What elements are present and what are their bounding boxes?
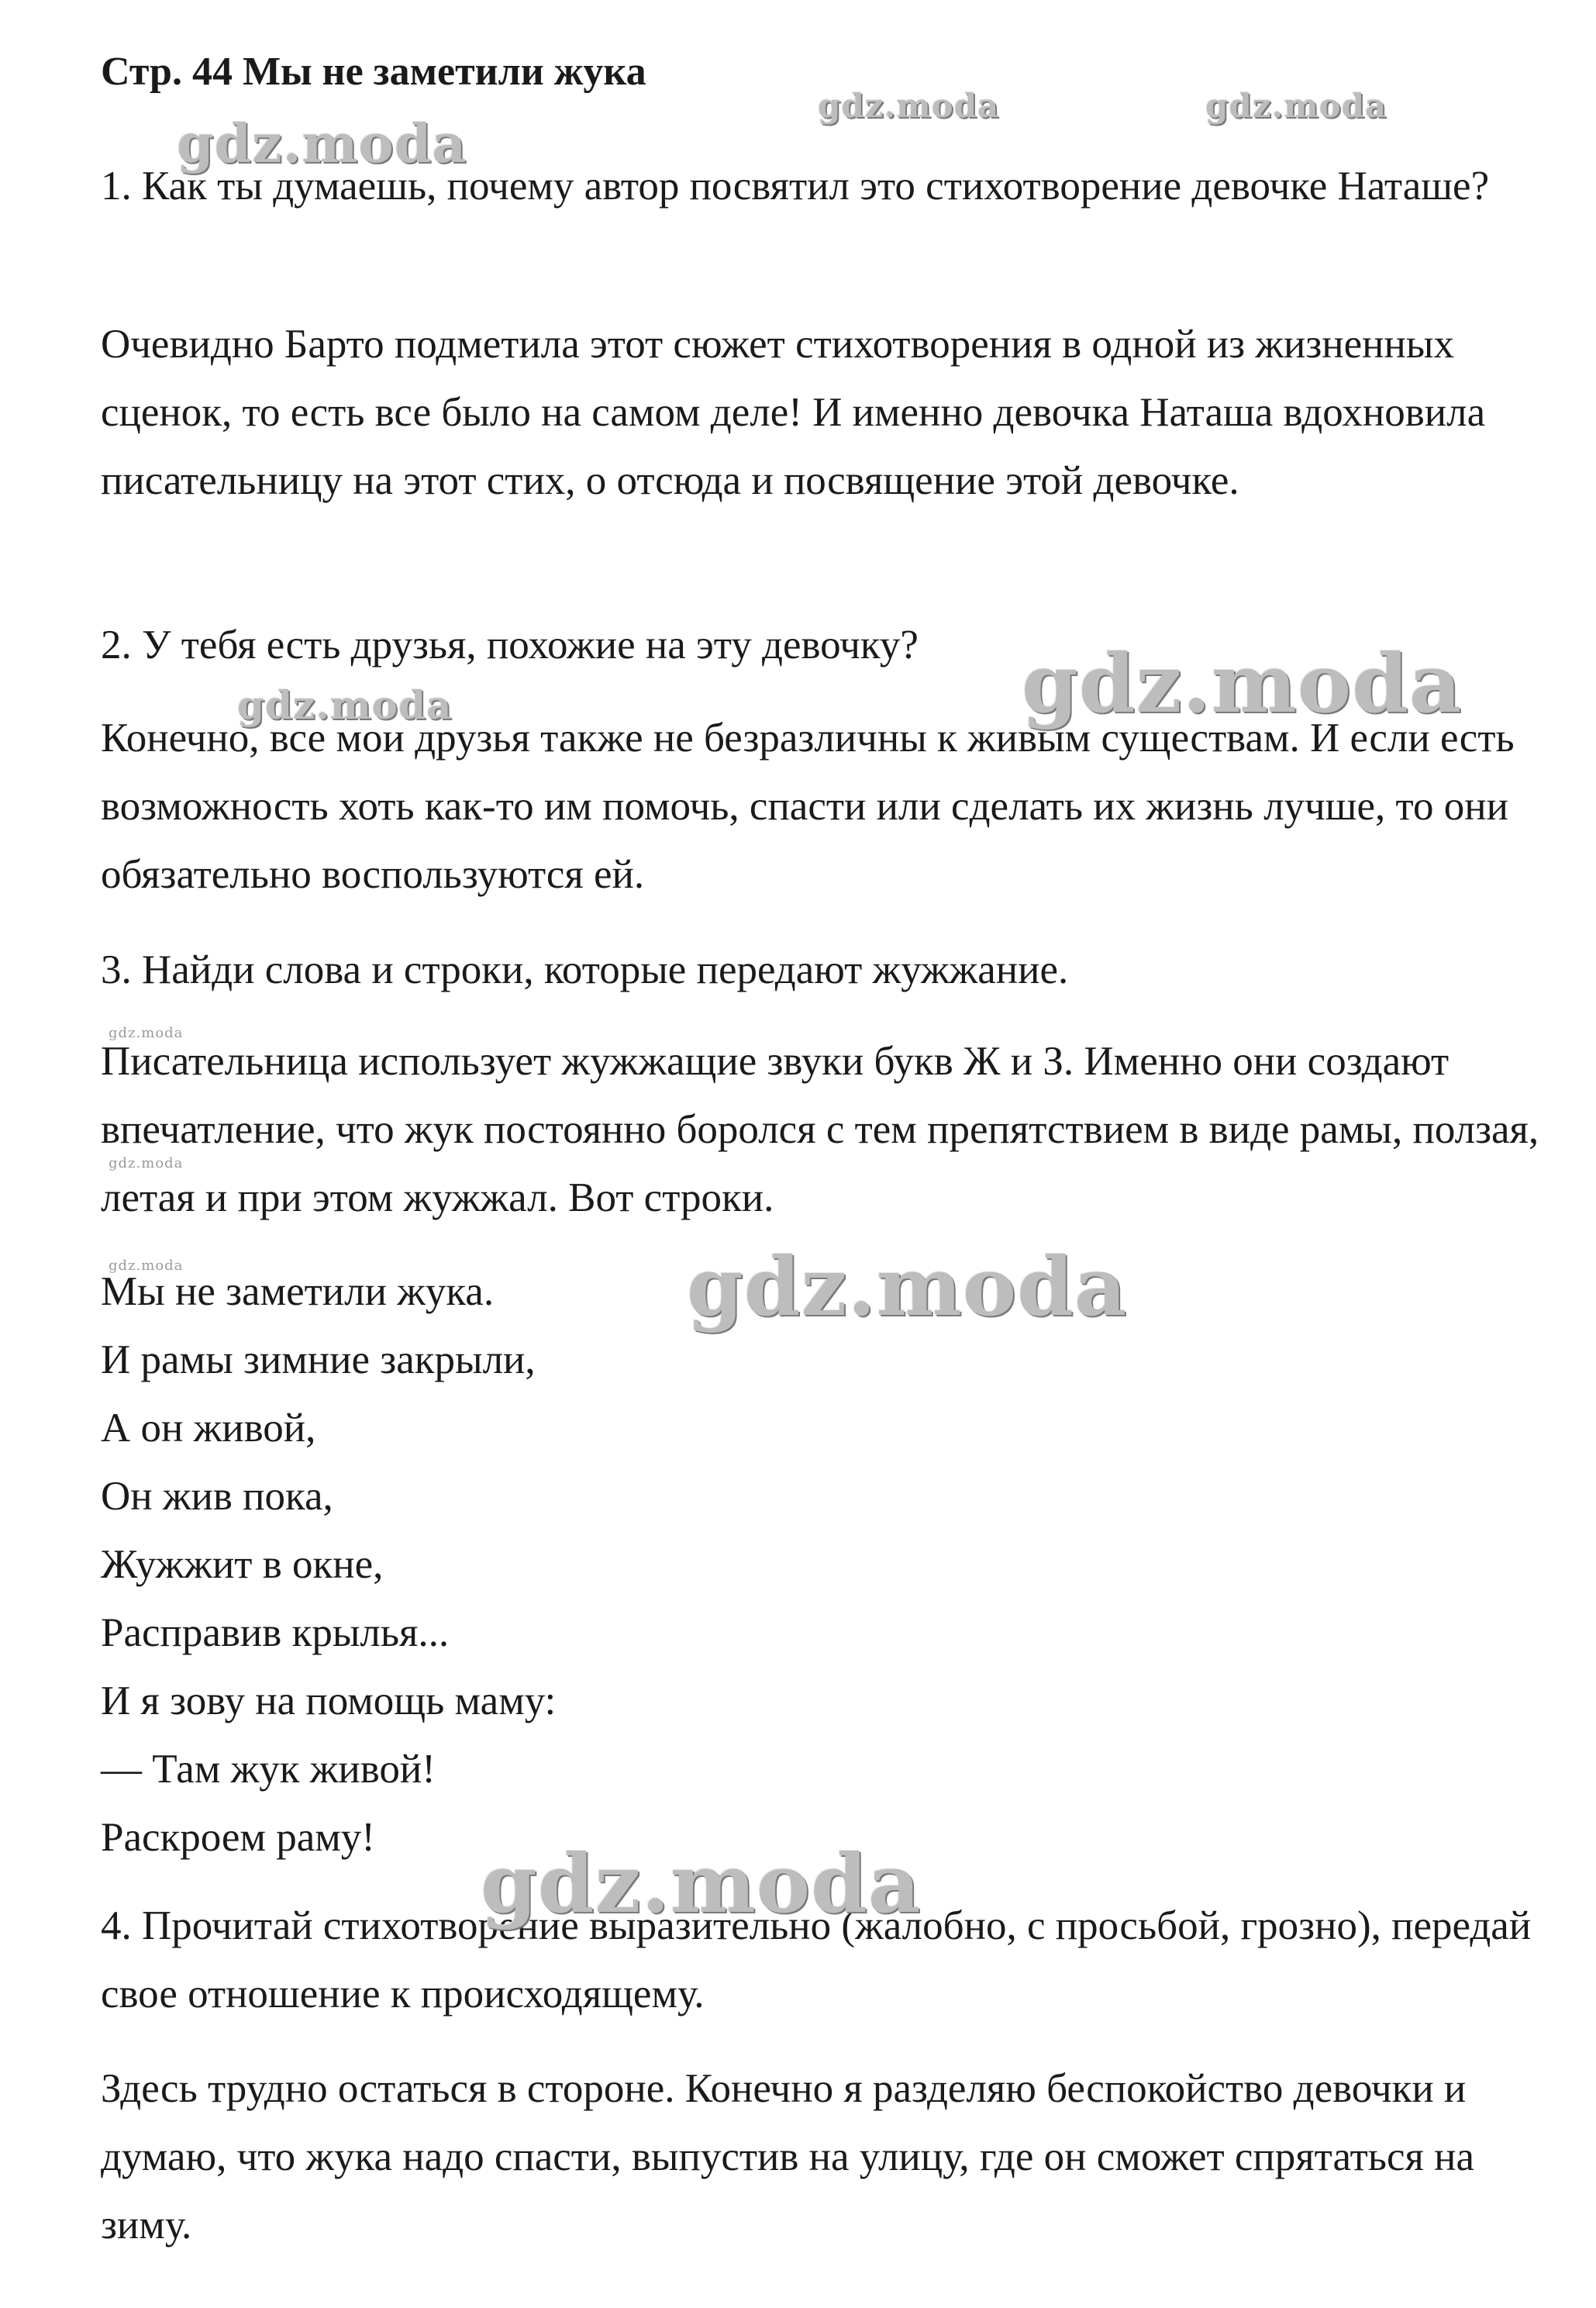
poem-line: — Там жук живой! (101, 1747, 436, 1792)
poem-line: А он живой, (101, 1406, 316, 1451)
poem-line: Мы не заметили жука. (101, 1269, 495, 1314)
question-2: 2. У тебя есть друзья, похожие на эту девочку? (101, 623, 919, 668)
page-title: Стр. 44 Мы не заметили жука (101, 50, 646, 94)
answer-2: Конечно, все мои друзья также не безразличны к живым существам. И если есть возможность хоть как-то им помочь, спасти или сделать их жизнь лучше, то они обязательно воспользуются ей. (101, 716, 1515, 897)
watermark: gdz.moda (237, 682, 453, 728)
watermark: gdz.moda (109, 1025, 184, 1041)
poem-line: И рамы зимние закрыли, (101, 1337, 536, 1382)
watermark: gdz.moda (1205, 87, 1387, 125)
answer-1: Очевидно Барто подметила этот сюжет стихотворения в одной из жизненных сценок, то есть все было на самом деле! И именно девочка Наташа вдохновила писательницу на этот стих, о отсюда и посвящение этой девочке. (101, 322, 1486, 503)
watermark: gdz.moda (177, 113, 467, 175)
watermark: gdz.moda (687, 1239, 1128, 1334)
watermark: gdz.moda (109, 1155, 184, 1171)
poem-line: Он жив пока, (101, 1474, 333, 1519)
poem (101, 1257, 1543, 1872)
watermark: gdz.moda (109, 1257, 184, 1274)
watermark: gdz.moda (481, 1836, 922, 1931)
poem-line: Жужжит в окне, (101, 1542, 384, 1587)
poem-line: Раскроем раму! (101, 1815, 375, 1860)
question-4: 4. Прочитай стихотворение выразительно (жалобно, с просьбой, грозно), передай свое отношение к происходящему. (101, 1903, 1532, 2016)
answer-4: Здесь трудно остаться в стороне. Конечно я разделяю беспокойство девочки и думаю, что жука надо спасти, выпустив на улицу, где он сможет спрятаться на зиму. (101, 2066, 1474, 2248)
poem-line: И я зову на помощь маму: (101, 1678, 557, 1723)
watermark: gdz.moda (818, 87, 1000, 125)
poem-line: Расправив крылья... (101, 1610, 450, 1655)
question-3: 3. Найди слова и строки, которые передают жужжание. (101, 947, 1069, 992)
answer-3: Писательница использует жужжащие звуки букв Ж и З. Именно они создают впечатление, что жук постоянно боролся с тем препятствием в виде рамы, ползая, летая и при этом жужжал. Вот строки. (101, 1039, 1539, 1220)
question-1: 1. Как ты думаешь, почему автор посвятил это стихотворение девочке Наташе? (101, 164, 1490, 209)
watermark: gdz.moda (1022, 636, 1463, 731)
